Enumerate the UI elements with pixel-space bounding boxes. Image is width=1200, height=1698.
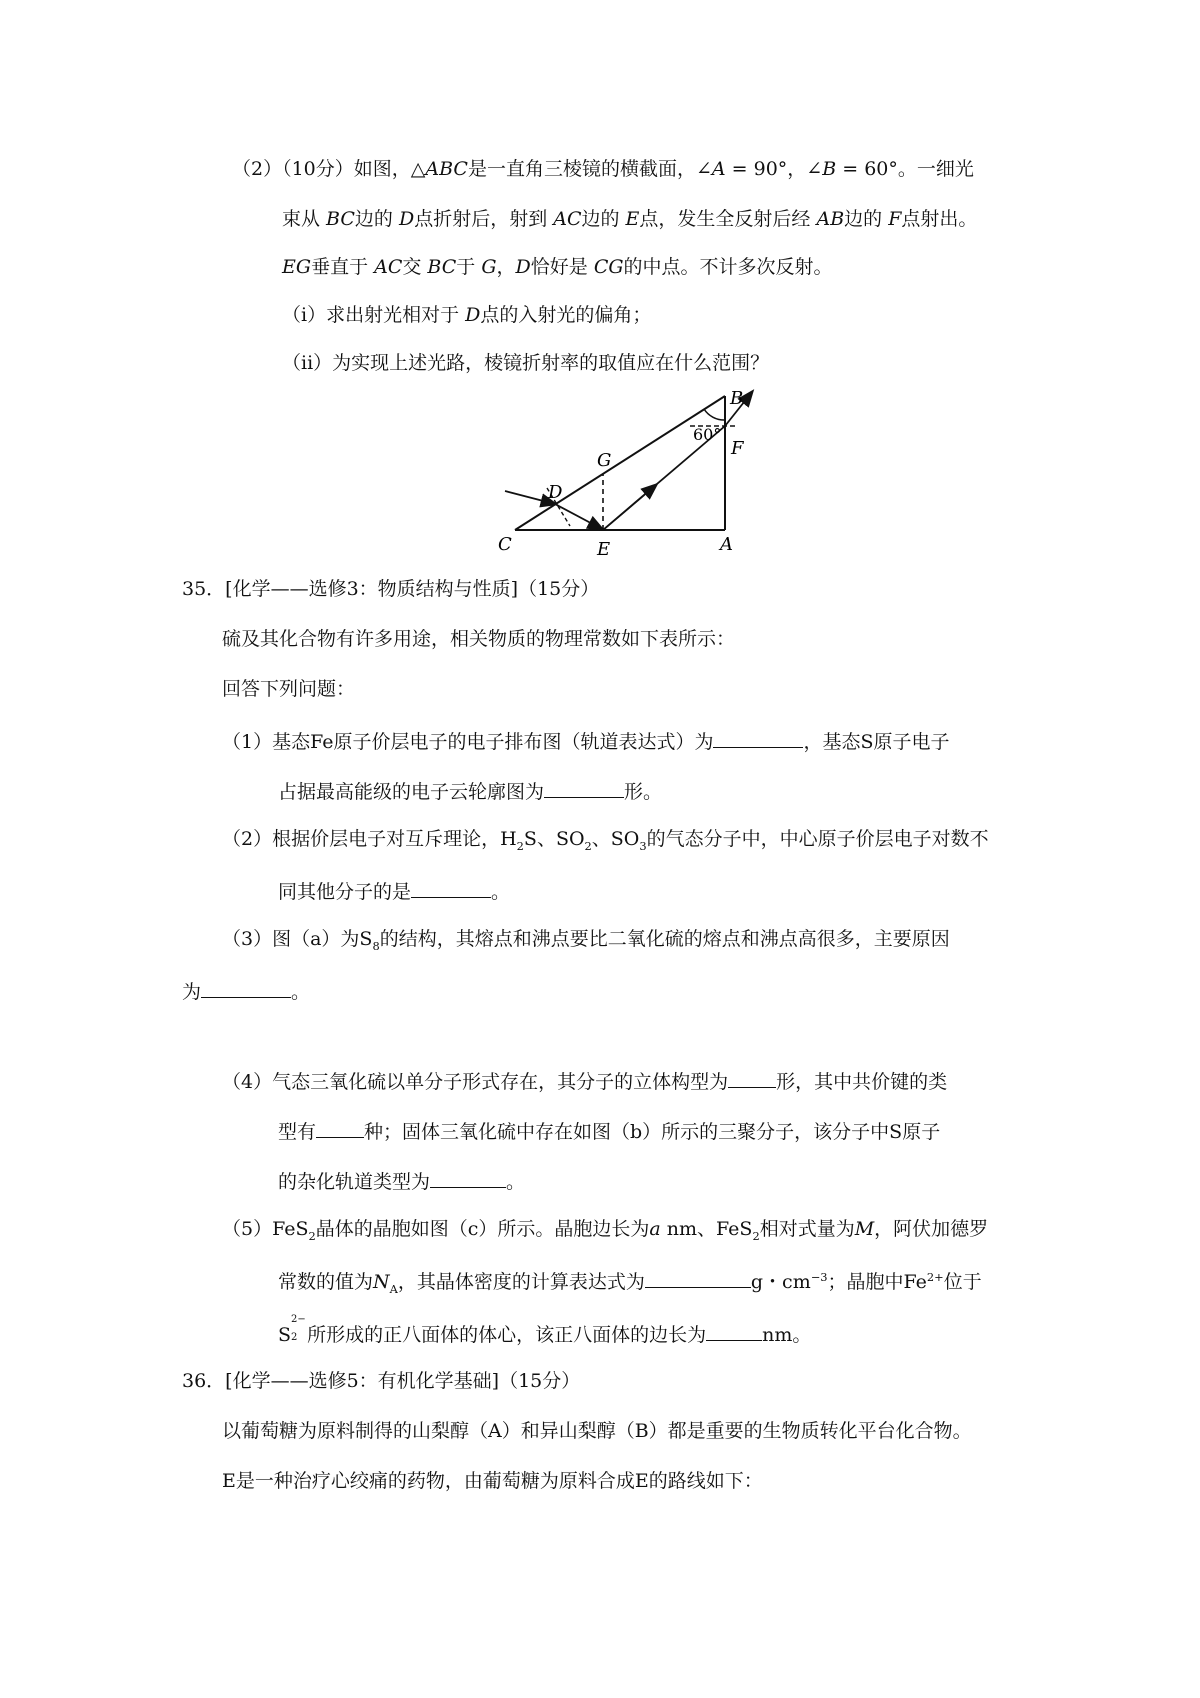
answer-blank[interactable] bbox=[411, 880, 491, 898]
label-a: A bbox=[720, 534, 733, 555]
q35-part5-line2: 常数的值为$N_A$，其晶体密度的计算表达式为 g・$cm^{-3}$；晶胞中$Fe^{2+}$位于 bbox=[278, 1269, 982, 1296]
answer-blank[interactable] bbox=[201, 980, 291, 998]
answer-blank[interactable] bbox=[430, 1170, 506, 1188]
q36-title: 36．[化学——选修5：有机化学基础]（15分） bbox=[182, 1370, 581, 1392]
q35-part5-line1: （5）FeS$_2$晶体的晶胞如图（c）所示。晶胞边长为a nm、FeS$_2$相对式量为M，阿伏加德罗 bbox=[222, 1218, 989, 1243]
answer-blank[interactable] bbox=[713, 730, 803, 748]
label-g: G bbox=[597, 450, 612, 471]
ray-d-e bbox=[555, 504, 602, 529]
q35-intro: 硫及其化合物有许多用途，相关物质的物理常数如下表所示： bbox=[222, 628, 736, 650]
answer-blank[interactable] bbox=[316, 1120, 364, 1138]
side-bc bbox=[515, 396, 725, 530]
q35-part3-line2: 为 。 bbox=[182, 981, 311, 1004]
label-angle-60: 60° bbox=[693, 425, 722, 444]
q34-2-sub-ii: （ii）为实现上述光路，棱镜折射率的取值应在什么范围？ bbox=[282, 352, 770, 374]
q36-line2: E是一种治疗心绞痛的药物，由葡萄糖为原料合成E的路线如下： bbox=[222, 1470, 763, 1492]
label-f: F bbox=[731, 438, 744, 459]
q34-2-line1: （2）（10分）如图，△ABC是一直角三棱镜的横截面，∠A = 90°，∠B = 60°。一细光 bbox=[232, 158, 974, 180]
q34-2-line3: EG垂直于 AC交 BC于 G，D恰好是 CG的中点。不计多次反射。 bbox=[282, 256, 833, 278]
q35-part4-line3: 的杂化轨道类型为 。 bbox=[278, 1171, 526, 1194]
q35-part2-line2: 同其他分子的是 。 bbox=[278, 881, 511, 904]
ray-e-f-arrow bbox=[603, 485, 656, 530]
q35-part4-line1: （4）气态三氧化硫以单分子形式存在，其分子的立体构型为 形，其中共价键的类 bbox=[222, 1071, 948, 1094]
prism-diagram bbox=[490, 388, 780, 558]
q35-part5-line3: S 2− 2 所形成的正八面体的体心，该正八面体的边长为 nm。 bbox=[278, 1314, 812, 1346]
q35-part4-line2: 型有 种；固体三氧化硫中存在如图（b）所示的三聚分子，该分子中S原子 bbox=[278, 1121, 941, 1144]
label-e: E bbox=[597, 539, 611, 558]
answer-blank[interactable] bbox=[544, 780, 624, 798]
q34-2-line2: 束从 BC边的 D点折射后，射到 AC边的 E点，发生全反射后经 AB边的 F点射出。 bbox=[282, 208, 978, 230]
q35-title: 35．[化学——选修3：物质结构与性质]（15分） bbox=[182, 578, 600, 600]
answer-blank[interactable] bbox=[706, 1323, 762, 1341]
q35-part1-line2: 占据最高能级的电子云轮廓图为 形。 bbox=[278, 781, 663, 804]
answer-blank[interactable] bbox=[728, 1070, 776, 1088]
label-d: D bbox=[548, 482, 563, 503]
q34-2-sub-i: （i）求出射光相对于 D点的入射光的偏角； bbox=[282, 304, 652, 326]
label-c: C bbox=[498, 534, 512, 555]
label-b: B bbox=[730, 388, 744, 409]
q35-ask: 回答下列问题： bbox=[222, 678, 356, 700]
q36-line1: 以葡萄糖为原料制得的山梨醇（A）和异山梨醇（B）都是重要的生物质转化平台化合物。 bbox=[222, 1420, 972, 1442]
q35-part2-line1: （2）根据价层电子对互斥理论，$H_2S$、$SO_2$、$SO_3$的气态分子中，中心原子价层电子对数不 bbox=[222, 828, 989, 853]
q35-part1-line1: （1）基态Fe原子价层电子的电子排布图（轨道表达式）为 ，基态S原子电子 bbox=[222, 731, 950, 754]
q35-part3-line1: （3）图（a）为$S_8$的结构，其熔点和沸点要比二氧化硫的熔点和沸点高很多，主要原因 bbox=[222, 928, 950, 953]
answer-blank[interactable] bbox=[645, 1270, 751, 1288]
angle-arc-b bbox=[704, 409, 725, 420]
